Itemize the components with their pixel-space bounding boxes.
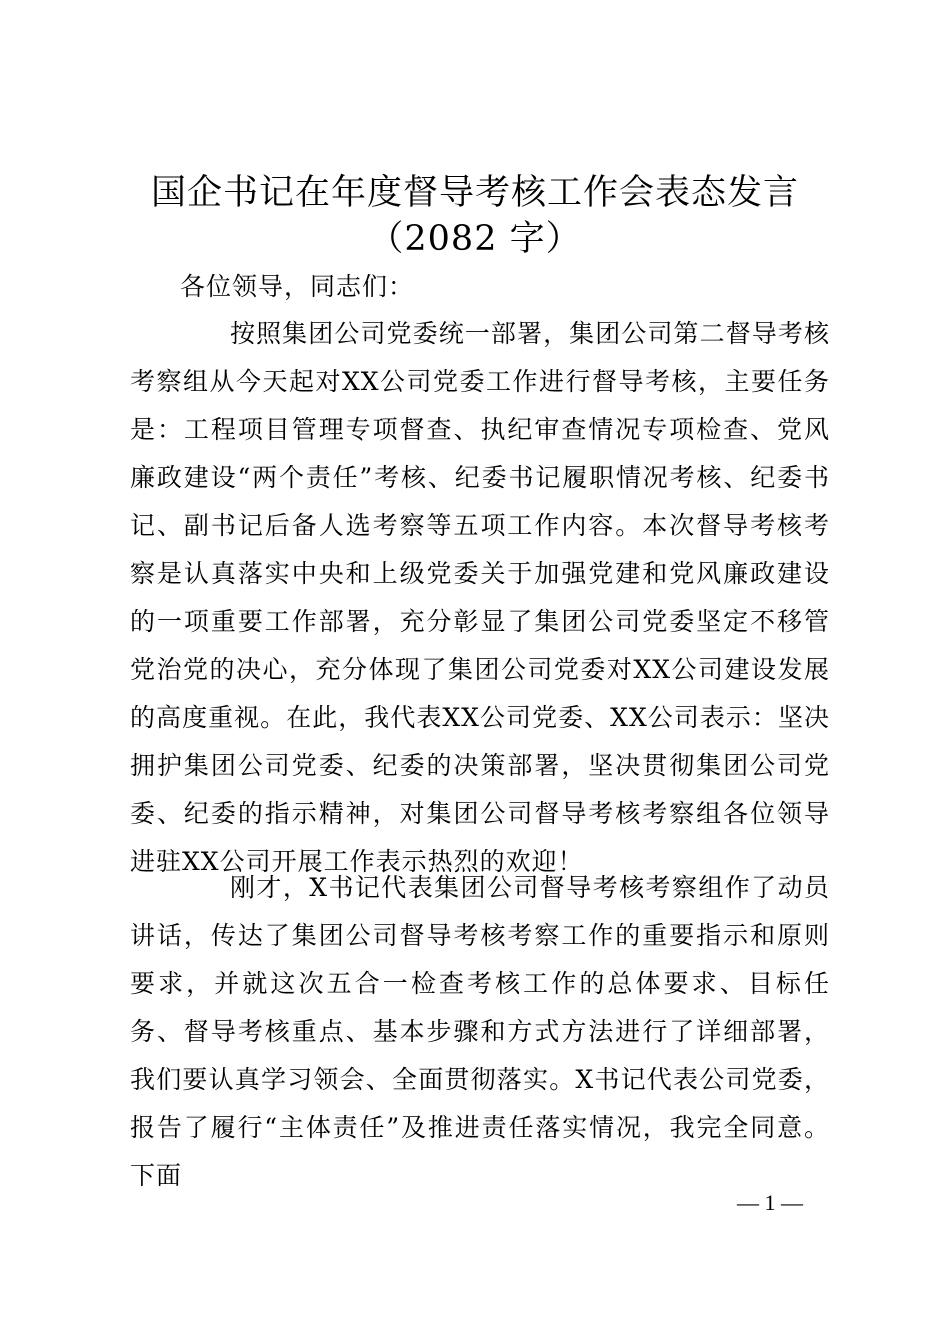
- paragraph-1: 按照集团公司党委统一部署，集团公司第二督导考核考察组从今天起对XX公司党委工作进行督导考核，主要任务是：工程项目管理专项督查、执纪审查情况专项检查、党风廉政建设“两个责任”考核、纪委书记履职情况考核、纪委书记、副书记后备人选考察等五项工作内容。本次督导考核考察是认真落实中央和上级党委关于加强党建和党风廉政建设的一项重要工作部署，充分彰显了集团公司党委坚定不移管党治党的决心，充分体现了集团公司党委对XX公司建设发展的高度重视。在此，我代表XX公司党委、XX公司表示：坚决拥护集团公司党委、纪委的决策部署，坚决贯彻集团公司党委、纪委的指示精神，对集团公司督导考核考察组各位领导进驻XX公司开展工作表示热烈的欢迎！: [130, 319, 830, 876]
- paragraph-2: 刚才，X书记代表集团公司督导考核考察组作了动员讲话，传达了集团公司督导考核考察工作的重要指示和原则要求，并就这次五合一检查考核工作的总体要求、目标任务、督导考核重点、基本步骤和方式方法进行了详细部署，我们要认真学习领会、全面贯彻落实。X书记代表公司党委，报告了履行“主体责任”及推进责任落实情况，我完全同意。下面: [130, 873, 830, 1190]
- page-number: — 1 —: [737, 1190, 803, 1215]
- salutation: 各位领导，同志们：: [180, 272, 415, 301]
- document-subtitle: （2082 字）: [368, 219, 582, 259]
- document-title: 国企书记在年度督导考核工作会表态发言: [150, 173, 799, 213]
